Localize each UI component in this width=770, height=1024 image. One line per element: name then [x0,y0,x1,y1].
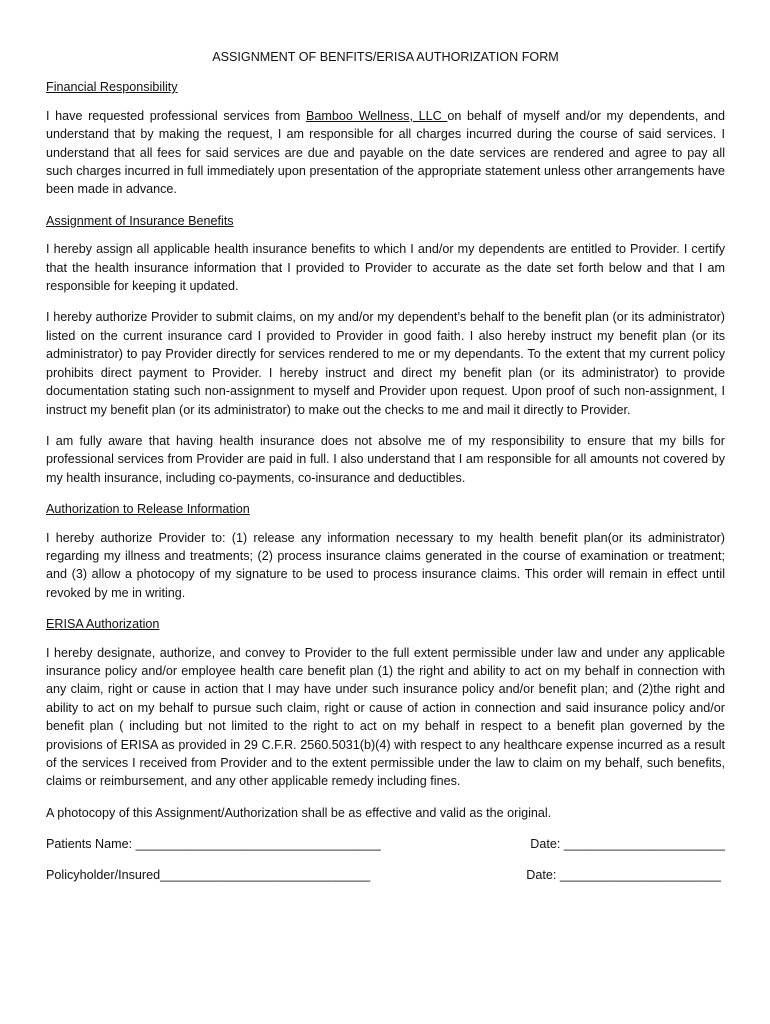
paragraph-erisa: I hereby designate, authorize, and convey to Provider to the full extent permissible under law and under any applicable insurance policy and/or employee health care benefit plan (1) the right and ability to act on my behalf in connection with any claim, right or cause in action that I may have under such insurance policy and/or benefit plan; and (2)the right and ability to act on my behalf to pursue such claim, right or cause of action in connection and said insurance policy and/or benefit plan ( including but not limited to the right to act on my behalf in respect to a benefit plan governed by the provisions of ERISA as provided in 29 C.F.R. 2560.5031(b)(4) with respect to any healthcare expense incurred as a result of the services I received from Provider and to the extent permissible under the law to claim on my behalf, such benefits, claims or reimbursement, and any other applicable remedy including fines. [46,645,725,789]
document-page [46,48,725,896]
paragraph-assignment-2: I hereby authorize Provider to submit claims, on my and/or my dependent’s behalf to the benefit plan (or its administrator) listed on the current insurance card I provided to Provider in good faith. I also hereby instruct my benefit plan (or its administrator) to pay Provider directly for services rendered to me or my dependants. To the extent that my current policy prohibits direct payment to Provider. I hereby instruct and direct my benefit plan (or its administrator) to provide documentation stating such non-assignment to myself and Provider upon request. Upon proof of such non-assignment, I instruct my benefit plan (or its administrator) to make out the checks to me and mail it directly to Provider. [46,310,725,417]
paragraph-assignment-3: I am fully aware that having health insurance does not absolve me of my responsibility to ensure that my bills for professional services from Provider are paid in full. I also understand that I am responsible for all amounts not covered by my health insurance, including co-payments, co-insurance and deductibles. [46,433,725,485]
financial-text-start: I have requested professional services from [46,108,307,123]
date-line-2[interactable]: Date: _______________________ [526,867,721,882]
paragraph-assignment-1: I hereby assign all applicable health insurance benefits to which I and/or my dependents are entitled to Provider. I certify that the health insurance information that I provided to Provider to accurate as the date set forth below and that I am responsible for keeping it updated. [46,242,725,294]
heading-assignment-of-benefits: Assignment of Insurance Benefits [46,213,234,228]
provider-name: Bamboo Wellness, LLC [306,108,448,123]
form-title: ASSIGNMENT OF BENFITS/ERISA AUTHORIZATION FORM [212,50,559,64]
date-line-1[interactable]: Date: _______________________ [530,837,725,852]
paragraph-release: I hereby authorize Provider to: (1) release any information necessary to my health benefit plan(or its administrator) regarding my illness and treatments; (2) process insurance claims generated in the course of examination or treatment; and (3) allow a photocopy of my signature to be used to process insurance claims. This order will remain in effect until revoked by me in writing. [46,530,725,600]
patient-name-line[interactable]: Patients Name: ___________________________________ [46,837,381,852]
signature-row-policyholder [46,866,725,884]
heading-erisa-authorization: ERISA Authorization [46,617,160,632]
heading-financial-responsibility: Financial Responsibility [46,80,178,95]
signature-row-patient [46,835,725,853]
policyholder-line[interactable]: Policyholder/Insured______________________________ [46,867,371,882]
financial-text-end: on behalf of myself and/or my dependents, and understand that by making the request, I am responsible for all charges incurred during the course of said services. I understand that all fees for said services are due and payable on the date services are rendered and agree to pay all such charges incurred in full immediately upon presentation of the appropriate statement unless other arrangements have been made in advance. [46,108,725,197]
paragraph-financial-responsibility [46,107,725,199]
heading-authorization-release: Authorization to Release Information [46,502,250,517]
photocopy-note: A photocopy of this Assignment/Authorization shall be as effective and valid as the original. [46,805,552,820]
